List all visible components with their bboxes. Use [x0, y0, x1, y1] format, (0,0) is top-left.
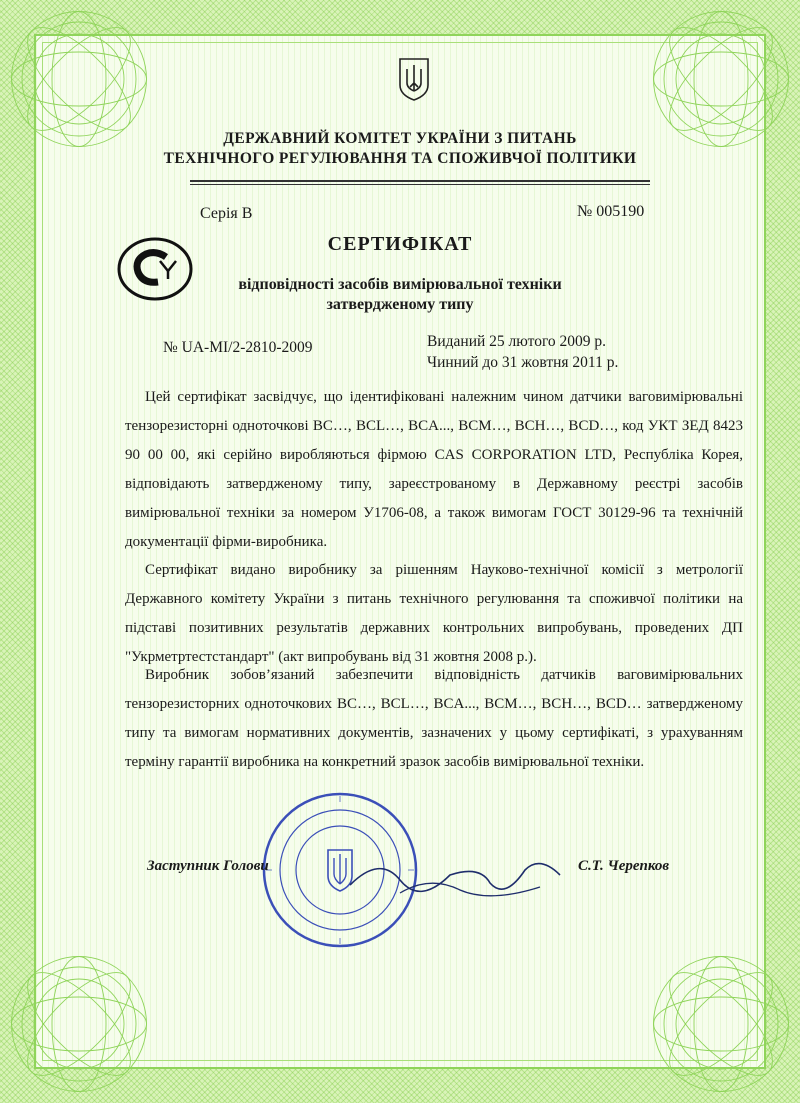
certificate-subtitle-line2: затвердженому типу — [326, 296, 474, 313]
certificate-registration-number: № UA-MI/2-2810-2009 — [163, 339, 313, 356]
valid-until-date: Чинний до 31 жовтня 2011 р. — [427, 354, 619, 371]
signer-position: Заступник Голови — [147, 858, 269, 874]
issue-dates — [427, 331, 618, 373]
certificate-title: СЕРТИФІКАТ — [327, 233, 473, 255]
handwritten-signature-icon — [340, 845, 570, 915]
certificate-subtitle-line1: відповідності засобів вимірювальної техніки — [238, 276, 562, 293]
signer-name: С.Т. Черепков — [578, 858, 670, 874]
issuer-header-line1: ДЕРЖАВНИЙ КОМІТЕТ УКРАЇНИ З ПИТАНЬ — [223, 130, 577, 147]
body-paragraph-1: Цей сертифікат засвідчує, що ідентифіковані належним чином датчики ваговимірювальні тензорезисторні одноточкові BC…, BCL…, BCA..., BCM…, BCH…, BCD…, код УКТ ЗЕД 8423 90 00 00, які серійно виробляються фірмою CAS CORPORATION LTD, Республіка Корея, відповідають затвердженому типу, зареєстрованому в Державному реєстрі засобів вимірювальної техніки за номером У1706-08, а також вимогам ГОСТ 30129-96 та технічній документації фірми-виробника. — [125, 389, 743, 550]
header-divider — [190, 180, 650, 182]
rosette-bottom-left-icon — [4, 949, 154, 1099]
header-divider-thin — [190, 184, 650, 185]
trident-icon — [397, 57, 431, 101]
issuer-header-line2: ТЕХНІЧНОГО РЕГУЛЮВАННЯ ТА СПОЖИВЧОЇ ПОЛІТИКИ — [163, 150, 637, 167]
certificate-serial-number: № 005190 — [577, 203, 645, 220]
body-paragraph-3: Виробник зобов’язаний забезпечити відповідність датчиків ваговимірювальних тензорезисторних одноточкових BC…, BCL…, BCA..., BCM…, BCH…, BCD… затвердженому типу та вимогам нормативних документів, зазначених у цьому сертифікаті, з урахуванням терміну гарантії виробника на конкретний зразок засобів вимірювальної техніки. — [125, 667, 743, 770]
series-label: Серія В — [200, 205, 253, 222]
body-paragraph-2: Сертифікат видано виробнику за рішенням Науково-технічної комісії з метрології Державного комітету України з питань технічного регулювання та споживчої політики на підставі позитивних результатів державних контрольних випробувань, проведених ДП "Укрметртестстандарт" (акт випробувань від 31 жовтня 2008 р.). — [125, 562, 743, 665]
issued-date: Виданий 25 лютого 2009 р. — [427, 333, 607, 350]
rosette-bottom-right-icon — [646, 949, 796, 1099]
